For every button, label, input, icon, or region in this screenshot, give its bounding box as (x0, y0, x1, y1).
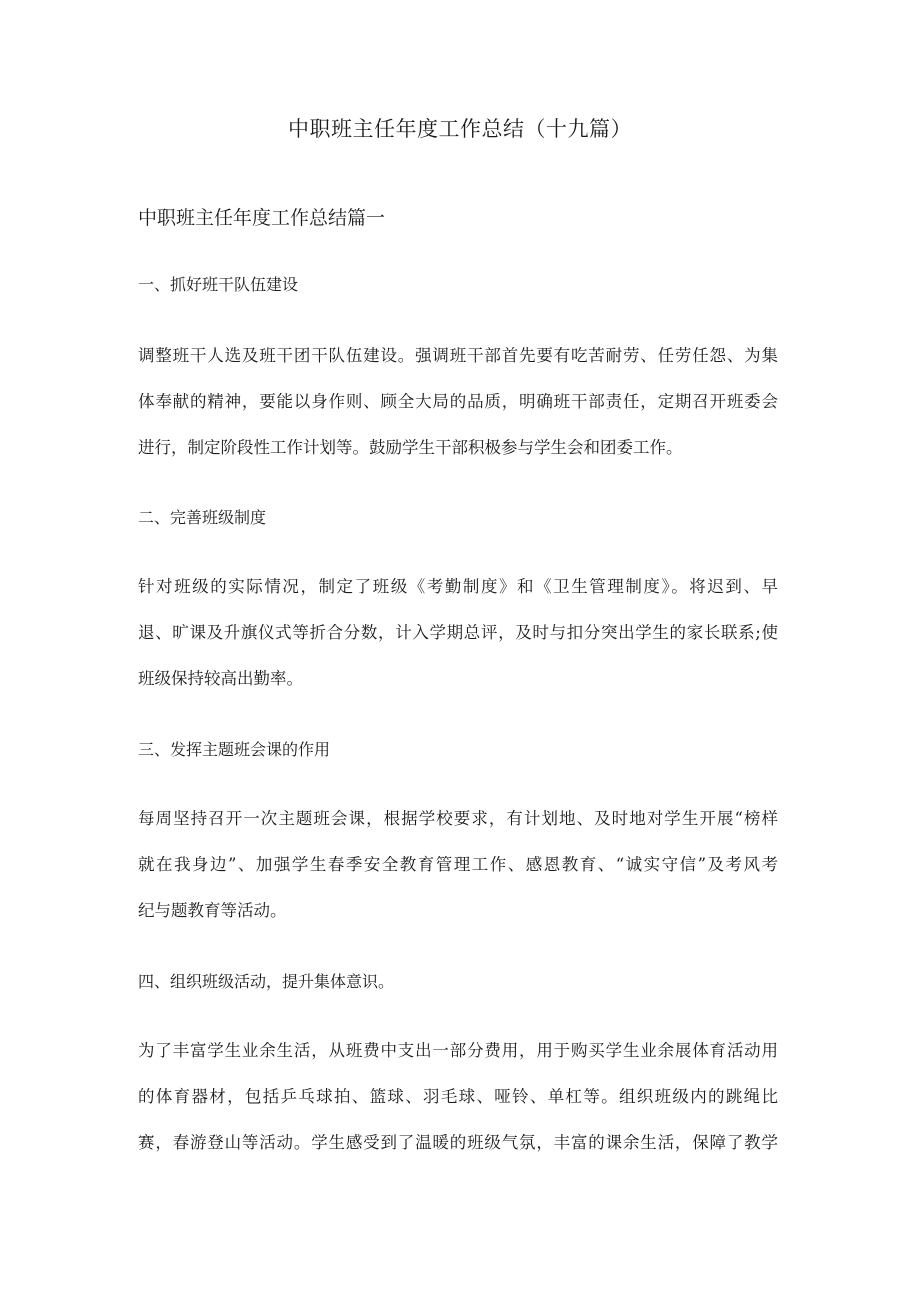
paragraph-line: 就在我身边”、加强学生春季安全教育管理工作、感恩教育、“诚实守信”及考风考 (138, 855, 778, 874)
paragraph-line: 赛，春游登山等活动。学生感受到了温暖的班级气氛，丰富的课余生活，保障了教学 (138, 1133, 778, 1152)
paragraph-line: 体奉献的精神，要能以身作则、顾全大局的品质，明确班干部责任，定期召开班委会 (138, 392, 778, 411)
section-title: 中职班主任年度工作总结篇一 (138, 207, 386, 229)
document-title: 中职班主任年度工作总结（十九篇） (288, 117, 632, 141)
paragraph-line: 每周坚持召开一次主题班会课，根据学校要求，有计划地、及时地对学生开展“榜样 (138, 809, 778, 828)
paragraph-line: 为了丰富学生业余生活，从班费中支出一部分费用，用于购买学生业余展体育活动用 (138, 1041, 778, 1060)
paragraph-line: 进行，制定阶段性工作计划等。鼓励学生干部积极参与学生会和团委工作。 (138, 438, 683, 457)
heading-4: 四、组织班级活动，提升集体意识。 (138, 972, 395, 991)
paragraph-2 (138, 564, 778, 702)
heading-2: 二、完善班级制度 (138, 508, 267, 527)
heading-3: 三、发挥主题班会课的作用 (138, 740, 331, 759)
paragraph-4 (138, 1028, 778, 1166)
paragraph-line: 调整班干人选及班干团干队伍建设。强调班干部首先要有吃苦耐劳、任劳任怨、为集 (138, 346, 778, 365)
paragraph-line: 纪与题教育等活动。 (138, 901, 287, 920)
paragraph-3 (138, 796, 778, 934)
paragraph-line: 针对班级的实际情况，制定了班级《考勤制度》和《卫生管理制度》。将迟到、早 (138, 577, 778, 596)
paragraph-1 (138, 333, 778, 471)
paragraph-line: 班级保持较高出勤率。 (138, 669, 303, 688)
paragraph-line: 退、旷课及升旗仪式等折合分数，计入学期总评，及时与扣分突出学生的家长联系;使 (138, 623, 778, 642)
paragraph-line: 的体育器材，包括乒乓球拍、篮球、羽毛球、哑铃、单杠等。组织班级内的跳绳比 (138, 1087, 778, 1106)
heading-1: 一、抓好班干队伍建设 (138, 275, 299, 294)
